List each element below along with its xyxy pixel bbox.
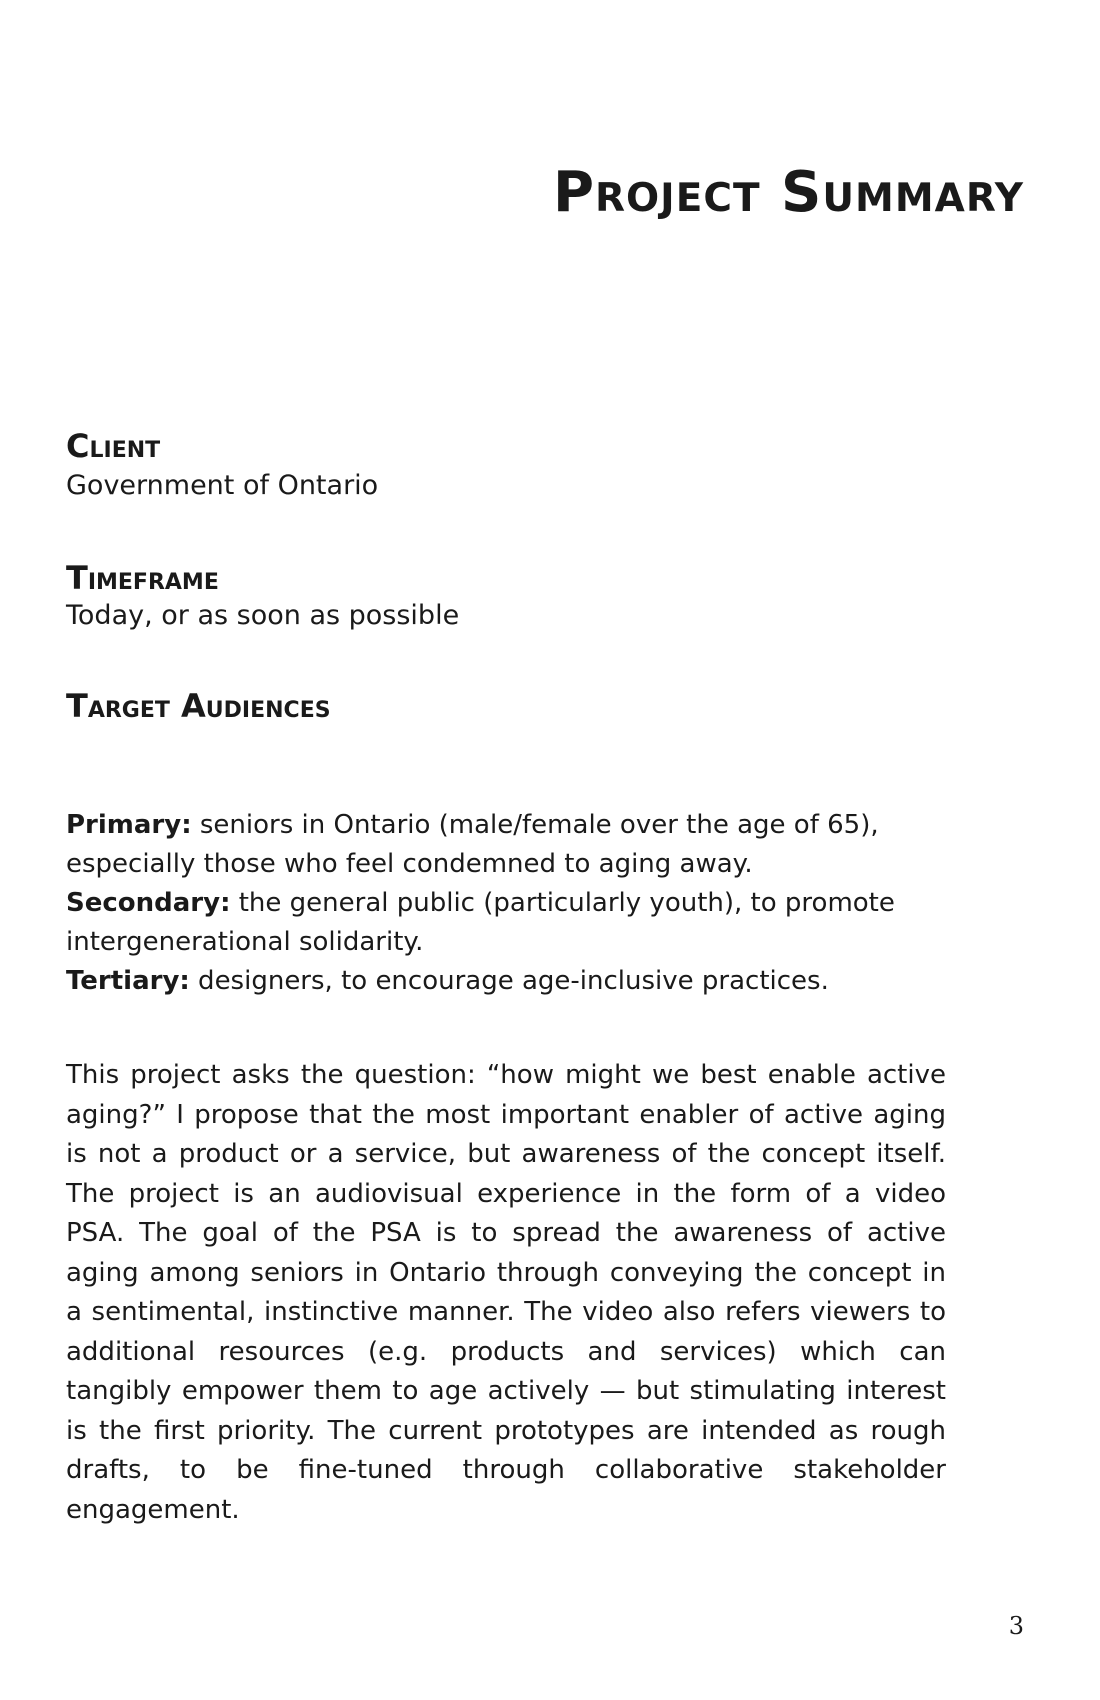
- audience-secondary-label: Secondary:: [66, 888, 231, 918]
- page-number: 3: [1008, 1612, 1024, 1640]
- audience-tertiary-label: Tertiary:: [66, 966, 190, 996]
- summary-paragraph: This project asks the question: “how might we best enable active aging?” I propose that the most important enabler of active aging is not a product or a service, but awareness of the concept itself. The project is an audiovisual experience in the form of a video PSA. The goal of the PSA is to spread the awareness of active aging among seniors in Ontario through conveying the concept in a sentimental, instinctive manner. The video also refers viewers to additional resources (e.g. products and services) which can tangibly empower them to age actively — but stimulating interest is the first priority. The current prototypes are intended as rough drafts, to be fine-tuned through collaborative stakeholder engagement.: [66, 1060, 946, 1525]
- timeframe-value: Today, or as soon as possible: [66, 600, 460, 631]
- page-title: Project Summary: [552, 160, 1024, 225]
- audience-tertiary: [66, 962, 946, 1001]
- audience-tertiary-text: designers, to encourage age-inclusive practices.: [189, 966, 829, 996]
- timeframe-heading: Timeframe: [66, 559, 219, 597]
- audience-secondary: [66, 884, 946, 962]
- target-audiences-heading: Target Audiences: [66, 687, 331, 725]
- audience-secondary-text: the general public (particularly youth), to promote intergenerational solidarity.: [66, 888, 895, 957]
- target-audiences-list: [66, 806, 946, 1001]
- audience-primary: [66, 806, 946, 884]
- audience-primary-text: seniors in Ontario (male/female over the age of 65), especially those who feel condemned to aging away.: [66, 810, 879, 879]
- client-heading: Client: [66, 427, 161, 465]
- client-value: Government of Ontario: [66, 470, 379, 501]
- audience-primary-label: Primary:: [66, 810, 192, 840]
